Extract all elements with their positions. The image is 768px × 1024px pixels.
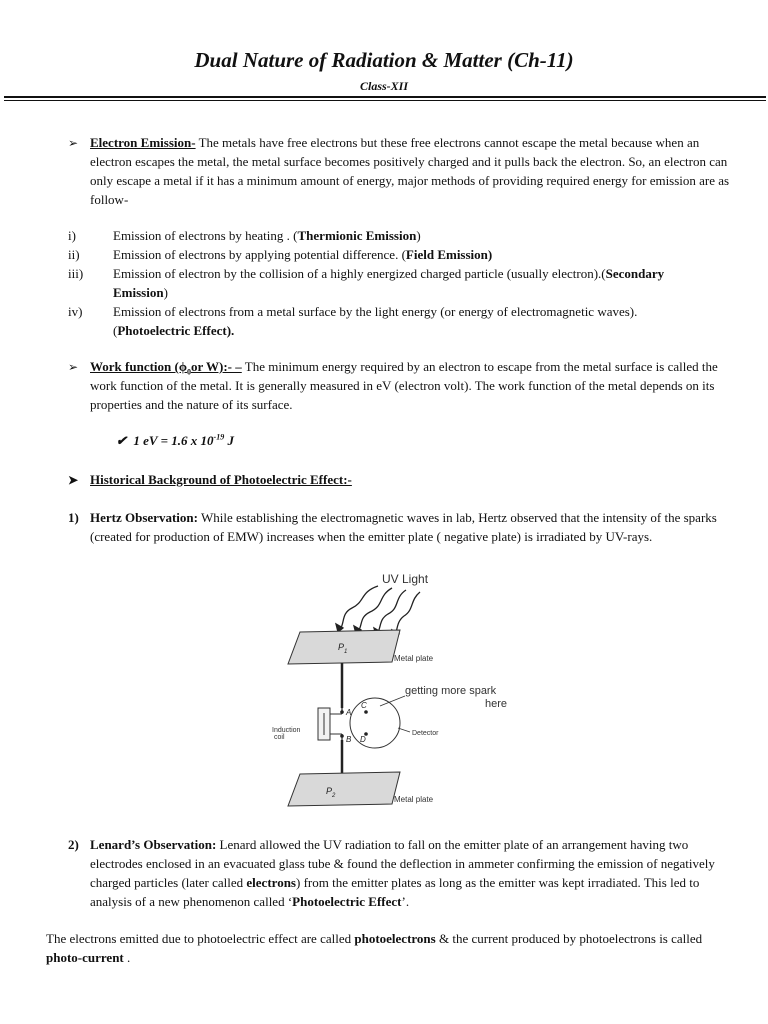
checkmark-icon: ✔ [116, 433, 127, 448]
list-item-bold: Secondary Emission [113, 266, 665, 300]
list-item-number: iv) [68, 304, 83, 319]
list-item-tail: ) [416, 228, 421, 243]
formula-sup: -19 [213, 432, 225, 442]
list-item-text: Emission of electrons by applying potential difference. ( [113, 247, 406, 262]
work-function-text: The minimum energy required by an electron to escape from the metal surface is called the work function of the metal. It is generally measured in eV (electron volt). The work function of the metal depends on its properties and the nature of its surface. [90, 359, 718, 412]
metal-plate-label-2: Metal plate [394, 795, 434, 804]
spark-label-1: getting more spark [405, 685, 497, 697]
wf-heading-post: or W):- – [190, 359, 242, 374]
label-c: C [361, 701, 367, 710]
list-item [113, 226, 683, 245]
list-item-bold: Thermionic Emission [297, 228, 417, 243]
list-item [113, 264, 683, 302]
list-item [113, 302, 683, 340]
title-rule [4, 96, 766, 98]
work-function-paragraph [90, 357, 730, 414]
metal-plate-label: Metal plate [394, 654, 434, 663]
list-item-number: ii) [68, 247, 80, 262]
hertz-text: While establishing the electromagnetic waves in lab, Hertz observed that the intensity of the sparks (created for production of EMW) increases when the emitter plate ( negative plate) is irradiated by UV-rays. [90, 510, 717, 544]
emission-heading: Electron Emission- [90, 135, 196, 150]
formula-line [116, 431, 234, 450]
wf-heading-sub: 0 [186, 367, 191, 377]
lenard-bold-1: electrons [246, 875, 296, 890]
closing-text-3: . [123, 950, 131, 965]
list-item-tail: ) [163, 285, 168, 300]
list-item-bold: Field Emission) [405, 247, 493, 262]
plate1-letter: P [338, 642, 345, 652]
closing-bold-1: photoelectrons [354, 931, 436, 946]
arrow-bullet-icon: ➤ [68, 473, 79, 487]
history-heading-wrap [90, 470, 730, 489]
list-item-number: i) [68, 228, 76, 243]
list-item-text: Emission of electrons from a metal surface by the light energy (or energy of electromagnetic waves). ( [113, 304, 638, 338]
closing-text-1: The electrons emitted due to photoelectric effect are called [46, 931, 355, 946]
list-item [113, 245, 683, 264]
title-rule-thin [4, 100, 766, 101]
lenard-label: Lenard’s Observation: [90, 837, 217, 852]
list-item-text: Emission of electron by the collision of a highly energized charged particle (usually electron).( [113, 266, 606, 281]
lenard-number: 2) [68, 837, 79, 852]
uv-light-label: UV Light [382, 572, 429, 586]
list-item-text: Emission of electrons by heating . ( [113, 228, 298, 243]
label-b: B [346, 735, 352, 744]
formula-pre: 1 eV = 1.6 x 10 [133, 433, 214, 448]
list-item-number: iii) [68, 266, 84, 281]
plate2-letter: P [326, 786, 333, 796]
lenard-text-1: Lenard allowed the UV radiation to fall on the emitter plate of an arrangement having two electrodes enclosed in an evacuated glass tube & found the deflection in ammeter confirming the emission of negatively charged particles (later called [90, 837, 715, 890]
arrow-bullet-icon: ➢ [68, 360, 79, 374]
closing-text-2: & the current produced by photoelectrons is called [435, 931, 703, 946]
lenard-text-3: ’. [401, 894, 410, 909]
induction-label-1: Induction [272, 727, 301, 734]
page-subtitle: Class-XII [359, 79, 409, 93]
plate1-sub: 1 [344, 649, 348, 655]
lenard-bold-2: Photoelectric Effect [292, 894, 402, 909]
hertz-experiment-diagram [260, 568, 530, 813]
detector-ring-icon [350, 698, 400, 748]
plate2-sub: 2 [332, 793, 336, 799]
list-item-bold: Photoelectric Effect). [117, 323, 235, 338]
closing-paragraph [46, 929, 726, 967]
page-title: Dual Nature of Radiation & Matter (Ch-11) [194, 48, 574, 72]
work-function-heading [90, 359, 242, 377]
arrow-bullet-icon: ➢ [68, 136, 79, 150]
spark-label-2: here [485, 698, 508, 710]
history-heading: Historical Background of Photoelectric Effect:- [90, 472, 352, 487]
closing-bold-2: photo-current [46, 950, 124, 965]
lenard-paragraph [90, 835, 730, 911]
formula-post: J [224, 433, 234, 448]
hertz-label: Hertz Observation: [90, 510, 198, 525]
emission-paragraph [90, 133, 730, 209]
induction-label-2: coil [274, 734, 285, 741]
label-a: A [346, 708, 352, 717]
lenard-text-2: ) from the emitter plates as long as the emitter was kept irradiated. This led to analysis of a new phenomenon called ‘ [90, 875, 700, 909]
emission-text: The metals have free electrons but these free electrons cannot escape the metal because when an electron escapes the metal, the metal surface becomes positively charged and it pulls back the electron. So, an electron can only escape a metal if it has a minimum amount of energy, major methods of providing required energy for emission are as follow- [90, 135, 730, 207]
wf-heading-pre: Work function (ϕ [90, 359, 187, 374]
label-d: D [360, 735, 366, 744]
detector-label: Detector [412, 730, 439, 737]
hertz-number: 1) [68, 510, 79, 525]
metal-plate-2 [288, 772, 400, 806]
hertz-paragraph [90, 508, 722, 546]
